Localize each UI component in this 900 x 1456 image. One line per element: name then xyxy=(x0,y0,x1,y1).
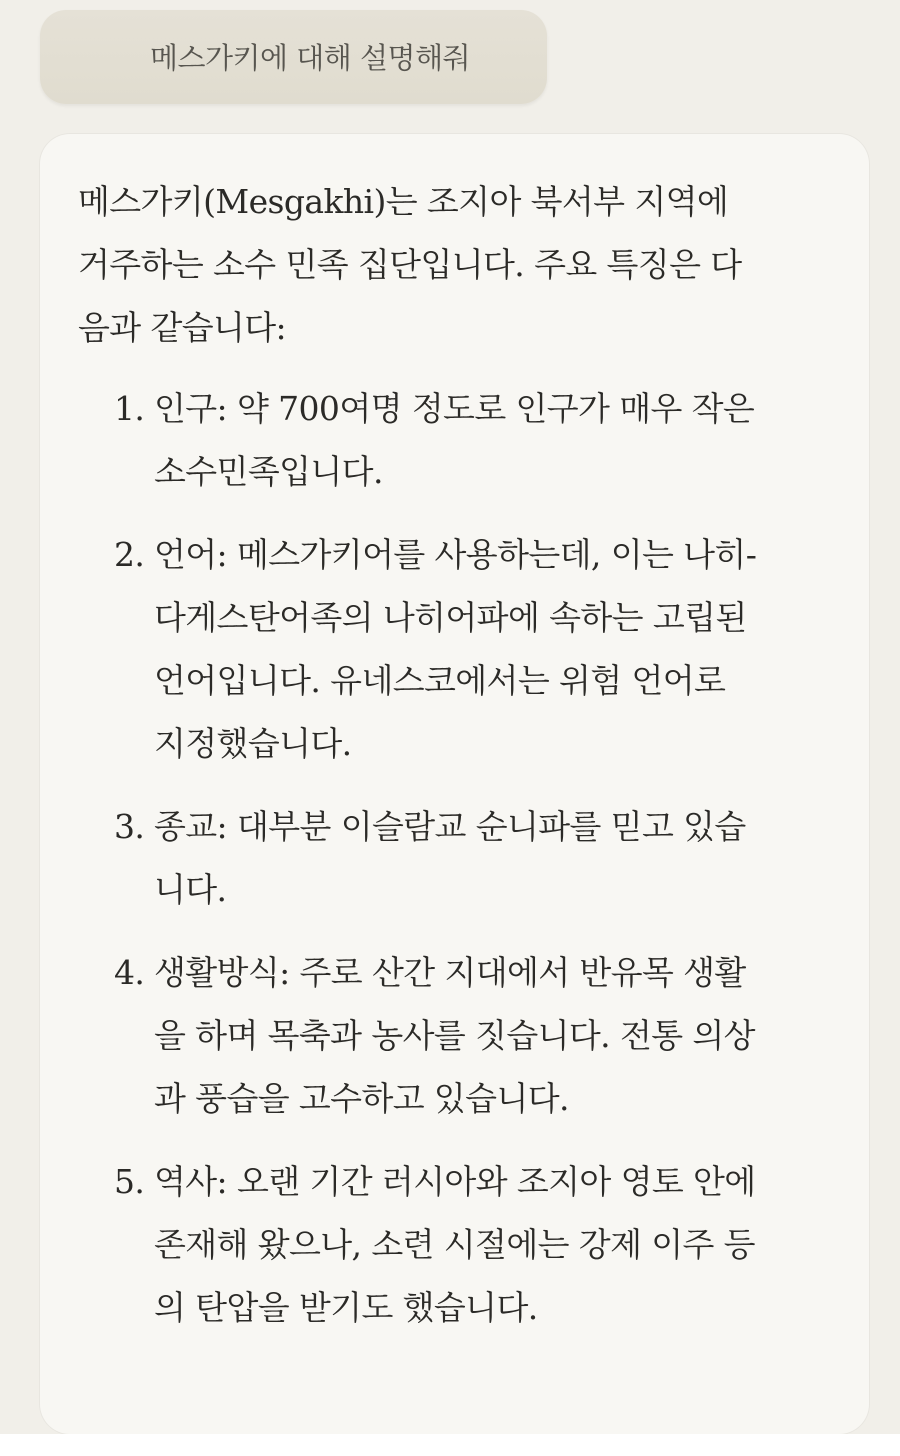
list-item-text: 생활방식: 주로 산간 지대에서 반유목 생활을 하며 목축과 농사를 짓습니다. 전통 의상과 풍습을 고수하고 있습니다. xyxy=(154,953,755,1118)
list-item xyxy=(78,377,758,503)
list-item-text: 인구: 약 700여명 정도로 인구가 매우 작은 소수민족입니다. xyxy=(154,389,755,491)
assistant-response-card xyxy=(40,134,869,1434)
list-item-number: 1. xyxy=(114,389,145,428)
user-message-bubble xyxy=(40,10,547,104)
list-item xyxy=(78,795,758,921)
list-item-text: 역사: 오랜 기간 러시아와 조지아 영토 안에 존재해 왔으나, 소련 시절에는 강제 이주 등의 탄압을 받기도 했습니다. xyxy=(154,1162,756,1327)
assistant-response-body xyxy=(78,170,758,1359)
list-item-number: 5. xyxy=(114,1162,145,1201)
list-item-text: 종교: 대부분 이슬람교 순니파를 믿고 있습니다. xyxy=(154,807,746,909)
feature-list xyxy=(78,377,758,1339)
list-item xyxy=(78,1150,758,1339)
list-item xyxy=(78,523,758,775)
list-item-number: 2. xyxy=(114,535,145,574)
bottom-edge xyxy=(0,1434,900,1456)
user-message-text: 메스가키에 대해 설명해줘 xyxy=(150,41,471,75)
response-intro: 메스가키(Mesgakhi)는 조지아 북서부 지역에 거주하는 소수 민족 집단입니다. 주요 특징은 다음과 같습니다: xyxy=(78,182,742,347)
list-item-number: 3. xyxy=(114,807,145,846)
list-item-text: 언어: 메스가키어를 사용하는데, 이는 나히-다게스탄어족의 나히어파에 속하는 고립된 언어입니다. 유네스코에서는 위험 언어로 지정했습니다. xyxy=(154,535,757,763)
list-item-number: 4. xyxy=(114,953,145,992)
list-item xyxy=(78,941,758,1130)
